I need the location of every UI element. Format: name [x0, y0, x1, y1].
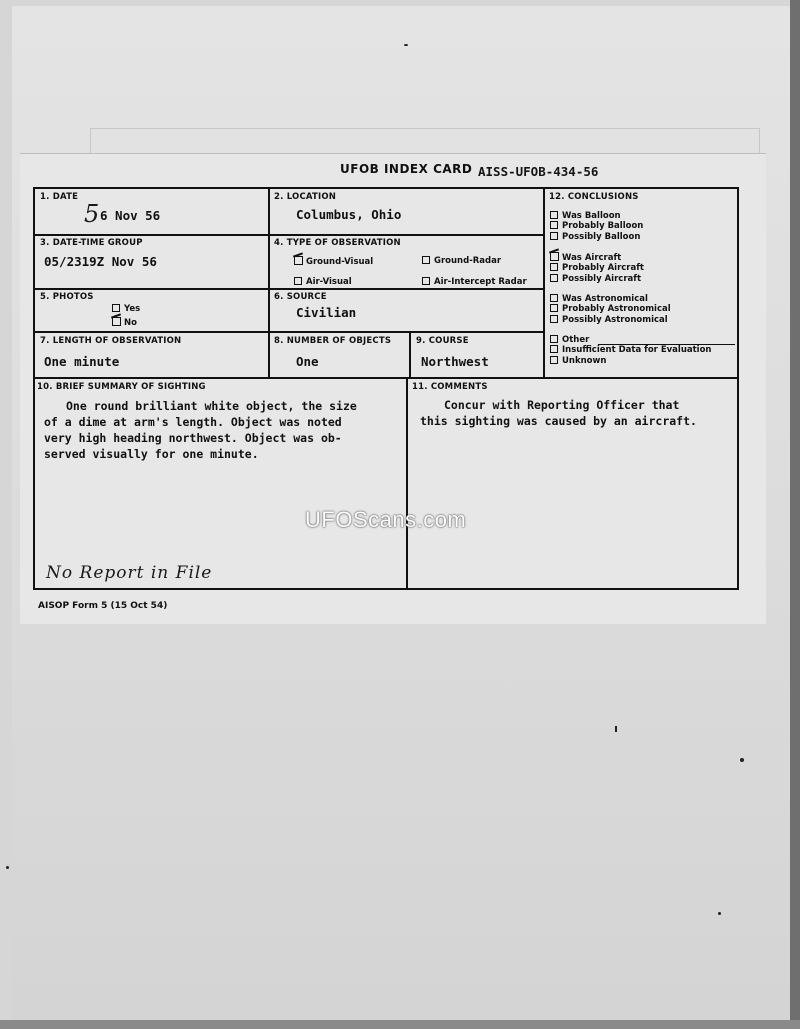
conclusion-item: Possibly Astronomical: [550, 315, 671, 325]
conclusions-group-other: [550, 335, 712, 366]
conclusion-item: Possibly Aircraft: [550, 274, 644, 284]
checkbox-icon: [422, 256, 430, 264]
card-id: AISS-UFOB-434-56: [478, 164, 599, 179]
divider: [409, 331, 411, 379]
scan-speck: [6, 866, 9, 869]
scan-speck: [615, 726, 617, 732]
checkbox-icon: [112, 304, 120, 312]
watermark: UFOScans.com: [305, 507, 467, 532]
checkbox-icon: [550, 263, 558, 271]
date-time-group-value: 05/2319Z Nov 56: [44, 254, 157, 269]
comments-text: [420, 397, 697, 429]
source-label: 6. SOURCE: [274, 292, 327, 302]
checkbox-icon: [550, 274, 558, 282]
number-of-objects-label: 8. NUMBER OF OBJECTS: [274, 336, 392, 346]
location-label: 2. LOCATION: [274, 192, 337, 202]
summary-line: One round brilliant white object, the size: [66, 399, 357, 413]
page-edge-shadow: [790, 0, 800, 1029]
conclusion-item: Unknown: [550, 356, 712, 366]
length-of-observation-label: 7. LENGTH OF OBSERVATION: [40, 336, 182, 346]
divider: [33, 288, 545, 290]
checkbox-icon: [294, 277, 302, 285]
divider: [33, 234, 545, 236]
checkbox-icon: [550, 304, 558, 312]
page-bottom-edge: [0, 1020, 800, 1029]
checkbox-icon: [550, 345, 558, 353]
date-label: 1. DATE: [40, 192, 79, 202]
comments-line: Concur with Reporting Officer that: [444, 398, 680, 412]
divider: [268, 187, 270, 379]
conclusion-item: Was Balloon: [550, 211, 643, 221]
scan-speck: [740, 758, 744, 762]
checked-box-icon: [550, 252, 559, 261]
divider: [543, 187, 545, 379]
conclusion-item: Other: [550, 335, 712, 345]
checkbox-icon: [550, 221, 558, 229]
length-of-observation-value: One minute: [44, 354, 120, 369]
card-title: UFOB INDEX CARD: [340, 162, 473, 176]
conclusion-item: Probably Balloon: [550, 221, 643, 231]
conclusions-group-aircraft: [550, 252, 644, 284]
summary-label: 10. BRIEF SUMMARY OF SIGHTING: [37, 382, 206, 392]
divider: [33, 331, 545, 333]
location-value: Columbus, Ohio: [296, 207, 402, 222]
conclusion-item: Probably Aircraft: [550, 263, 644, 273]
observation-type-label: 4. TYPE OF OBSERVATION: [274, 238, 401, 248]
conclusion-item: Insufficient Data for Evaluation: [550, 345, 712, 355]
date-time-group-label: 3. DATE-TIME GROUP: [40, 238, 143, 248]
observation-air-intercept-radar: Air-Intercept Radar: [422, 277, 527, 287]
divider: [33, 377, 739, 379]
checkbox-icon: [422, 277, 430, 285]
scan-speck: [404, 44, 408, 46]
summary-line: very high heading northwest. Object was ob-: [44, 431, 342, 445]
checkbox-icon: [550, 356, 558, 364]
date-value: 6 Nov 56: [100, 208, 161, 223]
checkbox-icon: [550, 335, 558, 343]
conclusion-item: Was Astronomical: [550, 294, 671, 304]
summary-line: served visually for one minute.: [44, 447, 259, 461]
observation-air-visual: Air-Visual: [294, 277, 352, 287]
checked-box-icon: [294, 256, 303, 265]
conclusion-item: Possibly Balloon: [550, 232, 643, 242]
checkbox-icon: [550, 294, 558, 302]
checkbox-icon: [550, 211, 558, 219]
source-value: Civilian: [296, 305, 357, 320]
observation-ground-visual: Ground-Visual: [294, 256, 373, 267]
checkbox-icon: [550, 315, 558, 323]
form-id: AISOP Form 5 (15 Oct 54): [38, 601, 168, 611]
divider: [406, 377, 408, 590]
comments-label: 11. COMMENTS: [412, 382, 488, 392]
conclusions-label: 12. CONCLUSIONS: [549, 192, 639, 202]
conclusion-item: Was Aircraft: [550, 252, 644, 263]
conclusion-item: Probably Astronomical: [550, 304, 671, 314]
number-of-objects-value: One: [296, 354, 319, 369]
date-handwritten-digit: 5: [84, 200, 100, 228]
observation-ground-radar: Ground-Radar: [422, 256, 501, 266]
course-label: 9. COURSE: [416, 336, 469, 346]
summary-line: of a dime at arm's length. Object was noted: [44, 415, 342, 429]
checked-box-icon: [112, 317, 121, 326]
conclusions-group-astronomical: [550, 294, 671, 325]
photos-label: 5. PHOTOS: [40, 292, 94, 302]
conclusions-group-balloon: [550, 211, 643, 242]
photos-yes: Yes: [112, 304, 140, 314]
comments-line: this sighting was caused by an aircraft.: [420, 414, 697, 428]
photos-no: No: [112, 317, 137, 328]
checkbox-icon: [550, 232, 558, 240]
summary-text: [44, 398, 357, 462]
scan-speck: [718, 912, 721, 915]
course-value: Northwest: [421, 354, 489, 369]
handwritten-note: No Report in File: [46, 563, 213, 583]
